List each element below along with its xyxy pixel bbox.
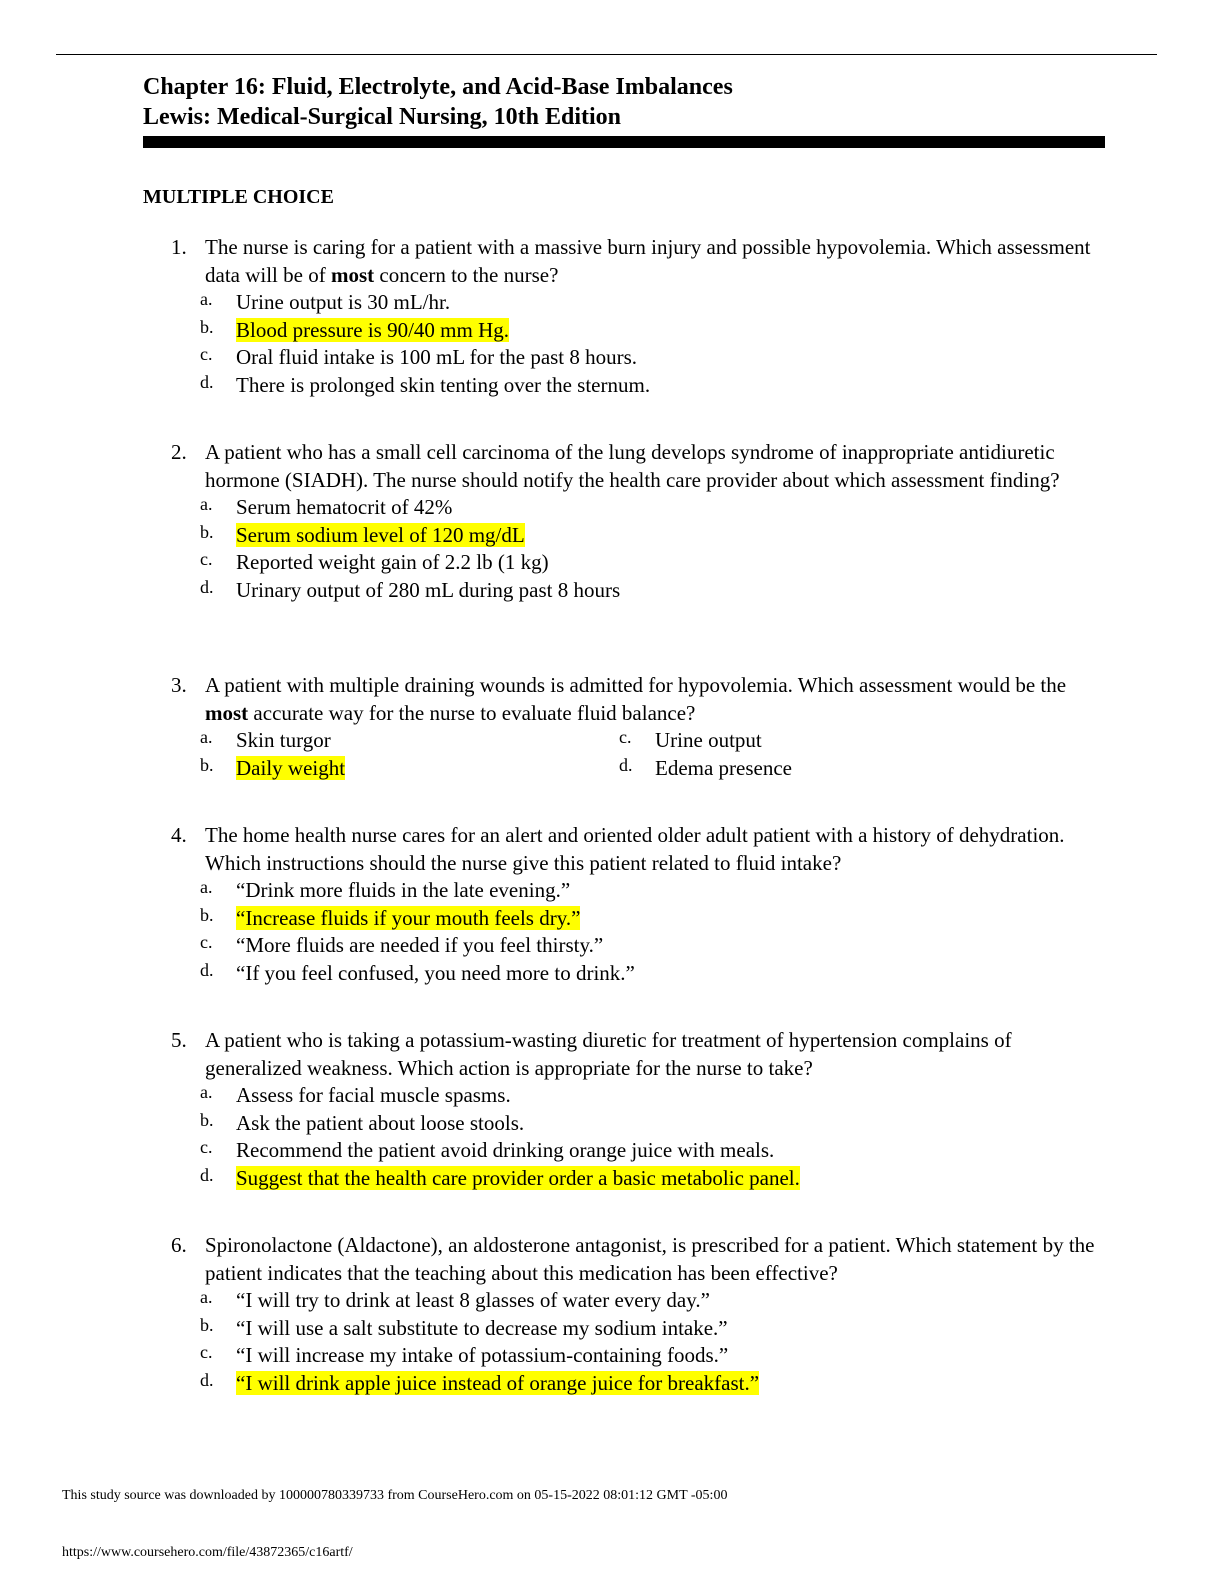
option-letter: c.	[200, 549, 213, 569]
question-stem	[160, 672, 1110, 727]
highlighted-answer: “I will drink apple juice instead of orange juice for breakfast.”	[236, 1370, 760, 1395]
option-d	[200, 1165, 1110, 1193]
stem-emphasis: most	[205, 700, 249, 725]
question-2	[160, 439, 1110, 604]
option-text: Assess for facial muscle spasms.	[236, 1083, 511, 1107]
book-title: Lewis: Medical-Surgical Nursing, 10th Edition	[143, 104, 622, 130]
stem-text: accurate way for the nurse to evaluate fluid balance?	[248, 700, 696, 725]
option-letter: b.	[200, 521, 214, 542]
option-list	[200, 494, 1110, 604]
highlighted-answer: Suggest that the health care provider order a basic metabolic panel.	[236, 1165, 800, 1190]
option-letter: c.	[619, 727, 632, 747]
option-text: There is prolonged skin tenting over the sternum.	[236, 372, 651, 397]
option-text: Skin turgor	[236, 728, 331, 752]
option-letter: d.	[200, 1164, 214, 1185]
option-letter: c.	[200, 344, 213, 364]
question-stem	[160, 234, 1110, 289]
question-number: 1.	[171, 235, 187, 259]
option-text: Ask the patient about loose stools.	[236, 1110, 525, 1135]
option-a	[200, 289, 1110, 317]
stem-text: Spironolactone (Aldactone), an aldosterone antagonist, is prescribed for a patient. Which statement by the patient indicates that the teaching about this medication has been effective?	[205, 1233, 1095, 1285]
option-a	[200, 1287, 1110, 1315]
stem-text: The home health nurse cares for an alert and oriented older adult patient with a history of dehydration. Which instructions should the nurse give this patient related to fluid intake?	[205, 823, 1065, 875]
option-letter: a.	[200, 494, 213, 514]
option-list	[200, 289, 1110, 399]
option-c	[200, 1342, 1110, 1370]
question-4	[160, 822, 1110, 987]
question-stem	[160, 1232, 1110, 1287]
stem-text: The nurse is caring for a patient with a massive burn injury and possible hypovolemia. Which assessment data will be of	[205, 235, 1091, 287]
option-text: Edema presence	[655, 755, 793, 780]
highlighted-answer: Daily weight	[236, 755, 346, 780]
option-a	[200, 1082, 1110, 1110]
stem-text: A patient who has a small cell carcinoma of the lung develops syndrome of inappropriate antidiuretic hormone (SIADH). The nurse should notify the health care provider about which assessment finding?	[205, 440, 1060, 492]
option-text: “I will try to drink at least 8 glasses of water every day.”	[236, 1288, 710, 1312]
option-text: Reported weight gain of 2.2 lb (1 kg)	[236, 550, 549, 574]
option-c	[200, 344, 1110, 372]
option-letter: b.	[200, 754, 214, 775]
option-column-left	[200, 727, 619, 782]
option-d	[200, 960, 1110, 988]
section-heading: MULTIPLE CHOICE	[143, 186, 334, 208]
option-text: “More fluids are needed if you feel thirsty.”	[236, 933, 604, 957]
option-text: Urinary output of 280 mL during past 8 hours	[236, 577, 621, 602]
stem-text: A patient with multiple draining wounds is admitted for hypovolemia. Which assessment would be the	[205, 673, 1067, 697]
option-column-right	[619, 727, 1038, 782]
option-letter: b.	[200, 1109, 214, 1130]
top-rule	[56, 54, 1157, 55]
download-notice: This study source was downloaded by 100000780339733 from CourseHero.com on 05-15-2022 08:01:12 GMT -05:00	[62, 1488, 728, 1503]
stem-text: concern to the nurse?	[374, 262, 559, 287]
option-a	[200, 877, 1110, 905]
option-d	[200, 577, 1110, 605]
option-letter: a.	[200, 727, 213, 747]
question-number: 5.	[171, 1028, 187, 1052]
option-c	[200, 932, 1110, 960]
question-stem	[160, 439, 1110, 494]
option-b	[200, 317, 1110, 345]
option-text: Urine output	[655, 728, 762, 752]
question-number: 6.	[171, 1233, 187, 1257]
source-url-link[interactable]: https://www.coursehero.com/file/43872365/c16artf/	[62, 1545, 353, 1560]
option-a	[200, 727, 619, 755]
question-stem	[160, 1027, 1110, 1082]
option-list	[200, 727, 1110, 782]
option-letter: d.	[200, 371, 214, 392]
title-underline-bar	[143, 136, 1105, 148]
option-list	[200, 877, 1110, 987]
highlighted-answer: Serum sodium level of 120 mg/dL	[236, 522, 525, 547]
document-header	[143, 72, 1105, 148]
option-letter: b.	[200, 904, 214, 925]
question-6	[160, 1232, 1110, 1397]
option-d	[200, 1370, 1110, 1398]
question-1	[160, 234, 1110, 399]
question-number: 3.	[171, 673, 187, 697]
option-text: Recommend the patient avoid drinking orange juice with meals.	[236, 1138, 775, 1162]
option-c	[200, 549, 1110, 577]
option-b	[200, 755, 619, 783]
option-text: Urine output is 30 mL/hr.	[236, 290, 451, 314]
option-letter: b.	[200, 316, 214, 337]
option-b	[200, 1315, 1110, 1343]
option-letter: b.	[200, 1314, 214, 1335]
option-b	[200, 905, 1110, 933]
option-letter: c.	[200, 1342, 213, 1362]
option-c	[619, 727, 1038, 755]
option-d	[619, 755, 1038, 783]
option-letter: a.	[200, 1287, 213, 1307]
question-stem	[160, 822, 1110, 877]
stem-emphasis: most	[330, 262, 375, 287]
stem-text: A patient who is taking a potassium-wasting diuretic for treatment of hypertension complains of generalized weakness. Which action is appropriate for the nurse to take?	[205, 1028, 1012, 1080]
option-text: Serum hematocrit of 42%	[236, 495, 453, 519]
question-number: 2.	[171, 440, 187, 464]
option-b	[200, 522, 1110, 550]
question-3	[160, 672, 1110, 782]
option-text: Oral fluid intake is 100 mL for the past 8 hours.	[236, 345, 638, 369]
highlighted-answer: “Increase fluids if your mouth feels dry.”	[236, 905, 581, 930]
option-d	[200, 372, 1110, 400]
question-number: 4.	[171, 823, 187, 847]
option-letter: a.	[200, 1082, 213, 1102]
option-b	[200, 1110, 1110, 1138]
option-text: “I will increase my intake of potassium-containing foods.”	[236, 1343, 729, 1367]
chapter-title: Chapter 16: Fluid, Electrolyte, and Acid-Base Imbalances	[143, 74, 733, 100]
option-letter: d.	[200, 576, 214, 597]
option-letter: d.	[619, 754, 633, 775]
option-letter: a.	[200, 289, 213, 309]
option-letter: a.	[200, 877, 213, 897]
option-letter: d.	[200, 1369, 214, 1390]
highlighted-answer: Blood pressure is 90/40 mm Hg.	[236, 317, 509, 342]
option-text: “If you feel confused, you need more to drink.”	[236, 960, 635, 985]
option-letter: c.	[200, 932, 213, 952]
option-letter: c.	[200, 1137, 213, 1157]
option-text: “I will use a salt substitute to decrease my sodium intake.”	[236, 1315, 728, 1340]
option-c	[200, 1137, 1110, 1165]
option-a	[200, 494, 1110, 522]
option-letter: d.	[200, 959, 214, 980]
option-list	[200, 1082, 1110, 1192]
option-text: “Drink more fluids in the late evening.”	[236, 878, 571, 902]
option-list	[200, 1287, 1110, 1397]
question-5	[160, 1027, 1110, 1192]
